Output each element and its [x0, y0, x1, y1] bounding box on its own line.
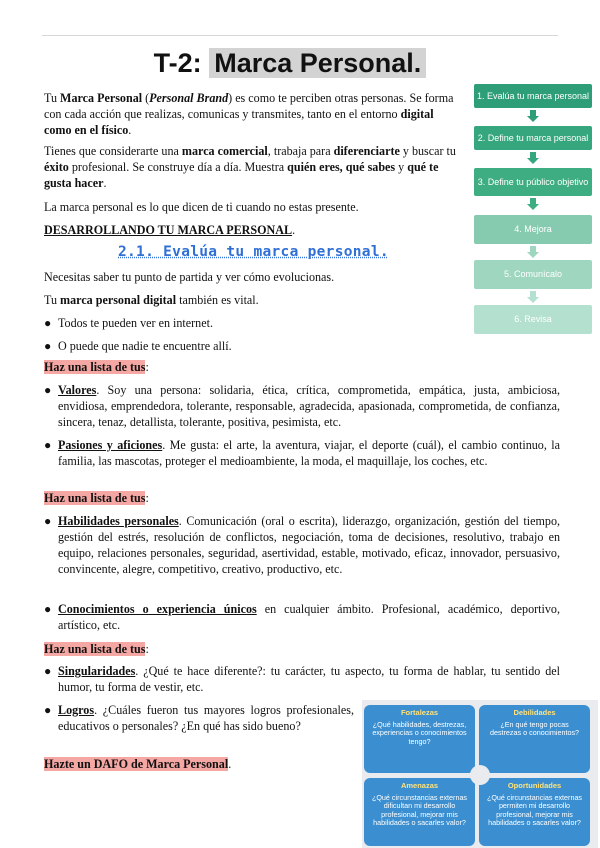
flow-step-3: 3. Define tu público objetivo	[474, 168, 592, 196]
flow-arrow-shape	[527, 291, 539, 303]
singularidades-item: ● Singularidades. ¿Qué te hace diferente?: tu carácter, tu aspecto, tu forma de hablar, tu sentido del humor, tu forma de vestir, etc.	[44, 664, 560, 694]
dafo-amenazas: Amenazas ¿Qué circunstancias externas dificultan mi desarrollo profesional, mejorar mis habilidades o sacarles valor?	[364, 778, 475, 846]
flow-arrow-icon	[527, 110, 539, 122]
intro-paragraph-3: La marca personal es lo que dicen de ti cuando no estas presente.	[44, 200, 359, 214]
list-label: Haz una lista de tus:	[44, 491, 149, 505]
valores-item: ● Valores. Soy una persona: solidaria, ética, crítica, comprometida, empática, justa, ambiciosa, envidiosa, emprendedora, tolerante, responsable, agradecida, apasionada, comprometida, de confianza, sincera, tenaz, detallista, tolerante, positiva, pesimista, etc.	[44, 383, 560, 429]
dafo-center-circle-icon	[468, 763, 492, 787]
section-heading: DESARROLLANDO TU MARCA PERSONAL.	[44, 223, 296, 237]
dafo-prompt: Hazte un DAFO de Marca Personal.	[44, 757, 232, 771]
flow-step-6: 6. Revisa	[474, 305, 592, 334]
flow-arrow-shape	[527, 246, 539, 258]
top-rule	[42, 35, 558, 36]
intro-paragraph-2: Tienes que considerarte una marca comercial, trabaja para diferenciarte y buscar tu éxito profesional. Se construye día a día. Muestra quién eres, qué sabes y qué te gusta hacer.	[44, 144, 456, 190]
conocimientos-item: ● Conocimientos o experiencia únicos en cualquier ámbito. Profesional, académico, deportivo, artístico, etc.	[44, 602, 560, 632]
list-item: ● Todos te pueden ver en internet.	[44, 316, 213, 330]
subtitle: 2.1. Evalúa tu marca personal.	[118, 244, 389, 260]
flow-arrow-shape	[527, 110, 539, 122]
page-title	[120, 48, 460, 79]
logros-item: ● Logros. ¿Cuáles fueron tus mayores logros profesionales, educativos o personales? ¿En qué has sido bueno?	[44, 703, 354, 733]
intro-paragraph-1: Tu Marca Personal (Personal Brand) es como te perciben otras personas. Se forma con cada acción que realizas, comunicas y transmites, tanto en el entorno digital como en el físico.	[44, 91, 454, 137]
flow-arrow-icon	[527, 152, 539, 164]
list-item: ● O puede que nadie te encuentre allí.	[44, 339, 232, 353]
flow-arrow-icon	[527, 198, 539, 210]
flow-arrow-shape	[527, 152, 539, 164]
dafo-oportunidades: Oportunidades ¿Qué circunstancias externas permiten mi desarrollo profesional, mejorar mis habilidades o sacarles valor?	[479, 778, 590, 846]
dafo-debilidades: Debilidades ¿En qué tengo pocas destrezas o conocimientos?	[479, 705, 590, 773]
flow-arrow-shape	[527, 198, 539, 210]
list-label: Haz una lista de tus:	[44, 642, 149, 656]
habilidades-item: ● Habilidades personales. Comunicación (oral o escrita), liderazgo, organización, gestión del tiempo, gestión del estrés, resolución de conflictos, negociación, toma de decisiones, resolutivo, trabajo en equipo, relaciones personales, seguridad, asertividad, estable, motivado, eficaz, innovador, persuasivo, convincente, alegre, competitivo, creativo, productivo, etc.	[44, 514, 561, 576]
flow-arrow-icon	[527, 246, 539, 258]
title-prefix: T-2:	[153, 48, 202, 78]
flow-step-2: 2. Define tu marca personal	[474, 126, 592, 150]
title-main: Marca Personal.	[209, 48, 426, 78]
flow-step-4: 4. Mejora	[474, 215, 592, 244]
list-label: Haz una lista de tus:	[44, 360, 149, 374]
flow-arrow-icon	[527, 291, 539, 303]
flow-step-1: 1. Evalúa tu marca personal	[474, 84, 592, 108]
starting-point-text: Necesitas saber tu punto de partida y ver cómo evolucionas.	[44, 270, 335, 284]
dafo-grid	[362, 700, 598, 848]
digital-brand-text: Tu marca personal digital también es vital.	[44, 293, 259, 307]
flow-step-5: 5. Comunícalo	[474, 260, 592, 289]
dafo-fortalezas: Fortalezas ¿Qué habilidades, destrezas, experiencias o conocimientos tengo?	[364, 705, 475, 773]
pasiones-item: ● Pasiones y aficiones. Me gusta: el arte, la aventura, viajar, el deporte (cuál), el cambio continuo, la familia, las mascotas, proteger el medioambiente, la moda, el maquillaje, los coches, etc.	[44, 438, 560, 468]
